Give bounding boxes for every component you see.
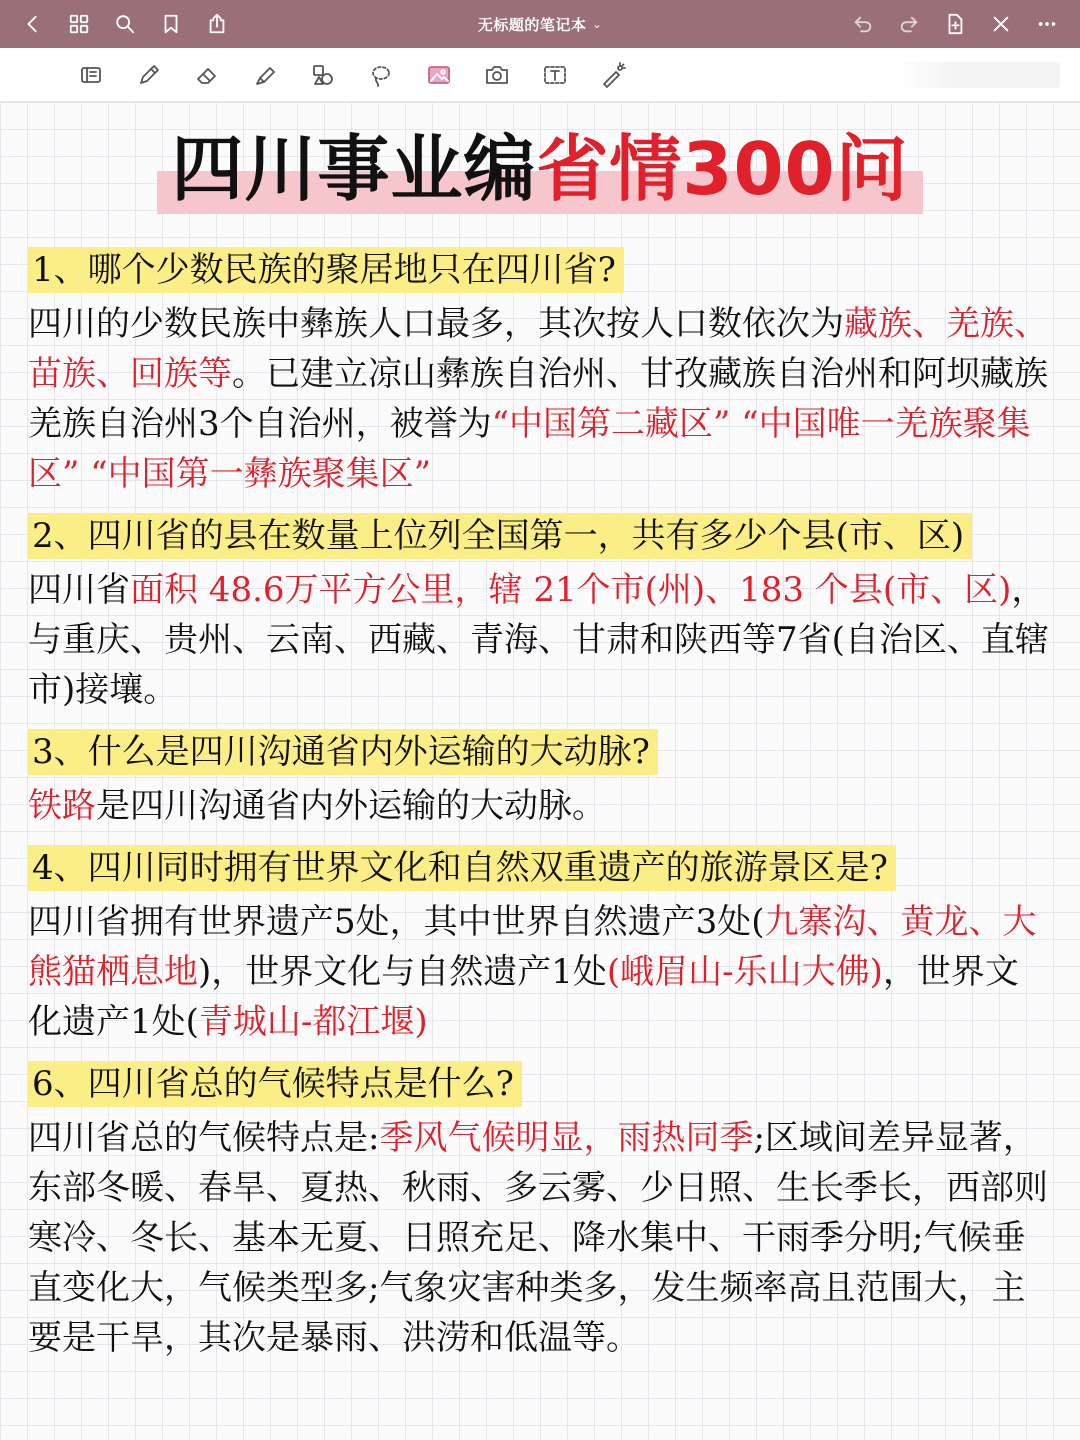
laser-pointer-tool[interactable] [584,48,642,102]
redo-button[interactable] [886,0,932,48]
answer-text: ，与重庆、贵州、云南、西藏、青海、甘肃和陕西等7省(自治区、直辖市)接壤。 [28,570,1049,710]
pen-tool[interactable] [120,48,178,102]
camera-icon [483,61,511,89]
more-button[interactable] [1024,0,1070,48]
qa-item [28,1061,1052,1363]
answer-text: )，世界文化与自然遗产1处 [198,952,607,992]
highlighter-tool[interactable] [236,48,294,102]
image-tool[interactable] [410,48,468,102]
answer-text: 四川省 [28,570,130,610]
note-title-wrap [0,124,1080,214]
answer-text: 四川的少数民族中彝族人口最多，其次按人口数依次为 [28,304,844,344]
more-icon [1036,13,1058,35]
question-heading: 6、四川省总的气候特点是什么? [28,1061,522,1107]
answer-paragraph [28,1113,1052,1363]
question-heading: 2、四川省的县在数量上位列全国第一，共有多少个县(市、区) [28,513,972,559]
note-page[interactable] [0,102,1080,1440]
answer-paragraph [28,781,1052,831]
title-bar-right-group [840,0,1070,48]
undo-button[interactable] [840,0,886,48]
chevron-down-icon: ⌄ [592,17,603,31]
title-bar-left-group [10,0,240,48]
bookmark-button[interactable] [148,0,194,48]
read-mode-tool[interactable] [62,48,120,102]
image-icon [425,61,453,89]
answer-paragraph [28,897,1052,1047]
share-icon [206,13,228,35]
share-button[interactable] [194,0,240,48]
search-button[interactable] [102,0,148,48]
add-page-icon [944,13,966,35]
shapes-icon [309,61,337,89]
pen-icon [135,61,163,89]
tool-group [62,48,642,102]
lasso-icon [367,61,395,89]
text-box-icon [541,61,569,89]
search-icon [114,13,136,35]
answer-text: 四川省总的气候特点是: [28,1118,380,1158]
note-title-black: 四川事业编 [171,127,537,211]
drawing-toolbar [0,48,1080,102]
shapes-tool[interactable] [294,48,352,102]
answer-highlight: 面积 48.6万平方公里，辖 21个市(州)、183 个县(市、区) [130,570,1012,610]
laser-pointer-icon [599,61,627,89]
bookmark-icon [160,13,182,35]
note-title-red: 省情300问 [536,127,909,211]
answer-highlight: 季风气候明显，雨热同季 [379,1118,754,1158]
grid-icon [68,13,90,35]
title-bar [0,0,1080,48]
eraser-icon [193,61,221,89]
lasso-tool[interactable] [352,48,410,102]
text-tool[interactable] [526,48,584,102]
answer-text: ;区域间差异显著，东部冬暖、春旱、夏热、秋雨、多云雾、少日照、生长季长，西部则寒冷、冬长、基本无夏、日照充足、降水集中、干雨季分明;气候垂直变化大，气候类型多;气象灾害种类多，发生频率高且范围大，主要是干旱，其次是暴雨、洪涝和低温等。 [28,1118,1048,1358]
answer-highlight: (峨眉山-乐山大佛) [606,952,883,992]
highlighter-icon [251,61,279,89]
qa-item [28,845,1052,1047]
answer-highlight: 九寨沟、黄龙、大熊猫栖息地 [28,902,1037,992]
add-page-button[interactable] [932,0,978,48]
close-icon [990,13,1012,35]
eraser-tool[interactable] [178,48,236,102]
close-button[interactable] [978,0,1024,48]
grid-view-button[interactable] [56,0,102,48]
undo-icon [852,13,874,35]
answer-paragraph [28,565,1052,715]
answer-paragraph [28,299,1052,499]
back-button[interactable] [10,0,56,48]
answer-highlight: 藏族、羌族、苗族、回族等 [28,304,1048,394]
note-title [157,124,922,214]
read-mode-icon [77,61,105,89]
qa-item [28,729,1052,831]
qa-item [28,513,1052,715]
question-heading: 4、四川同时拥有世界文化和自然双重遗产的旅游景区是? [28,845,896,891]
toolbar-fade-area [890,62,1060,88]
redo-icon [898,13,920,35]
question-heading: 1、哪个少数民族的聚居地只在四川省? [28,247,624,293]
notebook-title-text: 无标题的笔记本 [477,15,587,34]
qa-list [28,247,1052,1377]
answer-text: 四川省拥有世界遗产5处，其中世界自然遗产3处( [28,902,765,942]
answer-text: 是四川沟通省内外运输的大动脉。 [96,786,606,826]
camera-tool[interactable] [468,48,526,102]
answer-text: ，世界文化遗产1处( [28,952,1019,1042]
answer-highlight: 铁路 [28,786,96,826]
answer-highlight: 青城山-都江堰) [198,1002,428,1042]
question-heading: 3、什么是四川沟通省内外运输的大动脉? [28,729,658,775]
qa-item [28,247,1052,499]
answer-text: 。已建立凉山彝族自治州、甘孜藏族自治州和阿坝藏族羌族自治州3个自治州，被誉为 [28,354,1048,444]
chevron-left-icon [22,13,44,35]
answer-highlight: “中国第二藏区” “中国唯一羌族聚集区” “中国第一彝族聚集区” [28,404,1031,494]
